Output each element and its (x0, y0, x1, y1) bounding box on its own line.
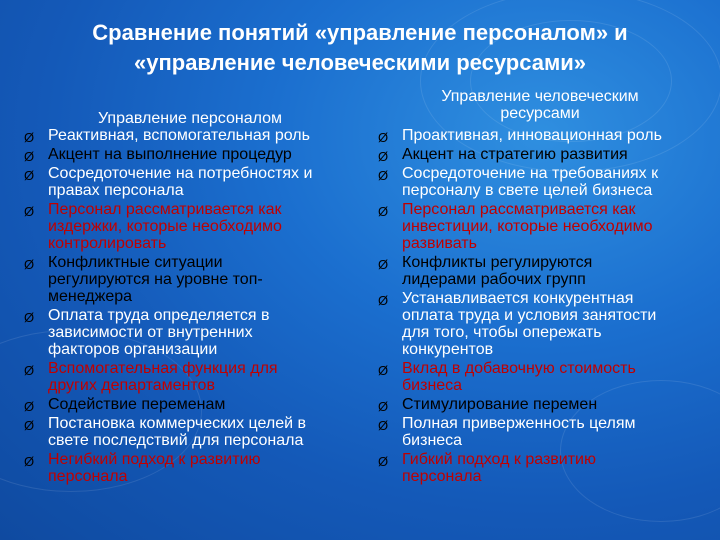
arrow-bullet-icon: Ø (24, 149, 35, 164)
right-column-heading (395, 88, 685, 122)
arrow-bullet-icon: Ø (24, 363, 35, 378)
left-list-item (24, 165, 364, 199)
arrow-bullet-icon: Ø (378, 149, 389, 164)
left-item-text-line: менеджера (48, 288, 133, 305)
right-item-text-line: развивать (402, 235, 477, 252)
left-item-text-line: издержки, которые необходимо (48, 218, 282, 235)
left-list-item (24, 127, 364, 144)
right-item-text-line: Устанавливается конкурентная (402, 290, 634, 307)
right-item-text-line: персонала (402, 468, 482, 485)
arrow-bullet-icon: Ø (378, 293, 389, 308)
left-list-item (24, 396, 364, 413)
left-list-item (24, 360, 364, 394)
left-heading-text: Управление персоналом (97, 110, 283, 127)
left-item-text-line: Негибкий подход к развитию (48, 451, 261, 468)
right-item-text-line: Сосредоточение на требованиях к (402, 165, 659, 182)
right-item-text-line: Стимулирование перемен (402, 396, 598, 413)
left-item-text-line: Содействие переменам (48, 396, 226, 413)
right-list-item (378, 396, 714, 413)
arrow-bullet-icon: Ø (24, 310, 35, 325)
right-list-item (378, 254, 714, 288)
left-item-text-line: Оплата труда определяется в (48, 307, 270, 324)
left-item-text-line: зависимости от внутренних (48, 324, 253, 341)
left-item-text-line: Акцент на выполнение процедур (48, 146, 292, 163)
left-item-text-line: свете последствий для персонала (48, 432, 304, 449)
right-item-text-line: конкурентов (402, 341, 494, 358)
right-item-text-line: Полная приверженность целям (402, 415, 636, 432)
right-item-text-line: Гибкий подход к развитию (402, 451, 596, 468)
right-item-text-line: персоналу в свете целей бизнеса (402, 182, 653, 199)
right-item-text-line: бизнеса (402, 377, 463, 394)
arrow-bullet-icon: Ø (24, 204, 35, 219)
right-item-text-line: Конфликты регулируются (402, 254, 593, 271)
arrow-bullet-icon: Ø (378, 204, 389, 219)
left-item-text-line: Конфликтные ситуации (48, 254, 223, 271)
left-item-text-line: контролировать (48, 235, 167, 252)
left-list-item (24, 146, 364, 163)
left-item-text-line: Сосредоточение на потребностях и (48, 165, 313, 182)
right-item-text-line: для того, чтобы опережать (402, 324, 602, 341)
title-line-2: «управление человеческими ресурсами» (134, 50, 586, 75)
right-item-text-line: оплата труда и условия занятости (402, 307, 657, 324)
arrow-bullet-icon: Ø (24, 454, 35, 469)
arrow-bullet-icon: Ø (378, 454, 389, 469)
right-item-text-line: бизнеса (402, 432, 463, 449)
right-list-item (378, 201, 714, 252)
left-column-heading (60, 110, 320, 127)
right-list-item (378, 360, 714, 394)
left-item-text-line: персонала (48, 468, 128, 485)
left-item-text-line: других департаментов (48, 377, 215, 394)
right-list-item (378, 290, 714, 358)
arrow-bullet-icon: Ø (378, 168, 389, 183)
arrow-bullet-icon: Ø (378, 363, 389, 378)
arrow-bullet-icon: Ø (24, 130, 35, 145)
title-line-1: Сравнение понятий «управление персоналом» и (92, 20, 628, 45)
right-item-text-line: инвестиции, которые необходимо (402, 218, 653, 235)
left-item-text-line: Вспомогательная функция для (48, 360, 278, 377)
left-item-text-line: факторов организации (48, 341, 218, 358)
left-item-text-line: Постановка коммерческих целей в (48, 415, 306, 432)
right-list-item (378, 127, 714, 144)
left-item-text-line: Персонал рассматривается как (48, 201, 282, 218)
right-item-text-line: Проактивная, инновационная роль (402, 127, 662, 144)
right-list-item (378, 146, 714, 163)
left-item-text-line: регулируются на уровне топ- (48, 271, 263, 288)
left-item-text-line: Реактивная, вспомогательная роль (48, 127, 310, 144)
arrow-bullet-icon: Ø (24, 257, 35, 272)
left-list-item (24, 451, 364, 485)
right-item-text-line: Вклад в добавочную стоимость (402, 360, 636, 377)
arrow-bullet-icon: Ø (24, 399, 35, 414)
right-bullet-list (378, 127, 714, 487)
right-heading-line-2: ресурсами (500, 105, 580, 122)
right-list-item (378, 165, 714, 199)
arrow-bullet-icon: Ø (24, 168, 35, 183)
right-heading-line-1: Управление человеческим (441, 88, 639, 105)
left-bullet-list (24, 127, 364, 487)
arrow-bullet-icon: Ø (378, 418, 389, 433)
left-list-item (24, 254, 364, 305)
right-item-text-line: лидерами рабочих групп (402, 271, 586, 288)
arrow-bullet-icon: Ø (378, 130, 389, 145)
arrow-bullet-icon: Ø (378, 257, 389, 272)
arrow-bullet-icon: Ø (378, 399, 389, 414)
left-item-text-line: правах персонала (48, 182, 184, 199)
right-item-text-line: Акцент на стратегию развития (402, 146, 628, 163)
right-list-item (378, 415, 714, 449)
slide-title (20, 18, 700, 78)
arrow-bullet-icon: Ø (24, 418, 35, 433)
left-list-item (24, 415, 364, 449)
left-list-item (24, 201, 364, 252)
left-list-item (24, 307, 364, 358)
right-item-text-line: Персонал рассматривается как (402, 201, 636, 218)
right-list-item (378, 451, 714, 485)
